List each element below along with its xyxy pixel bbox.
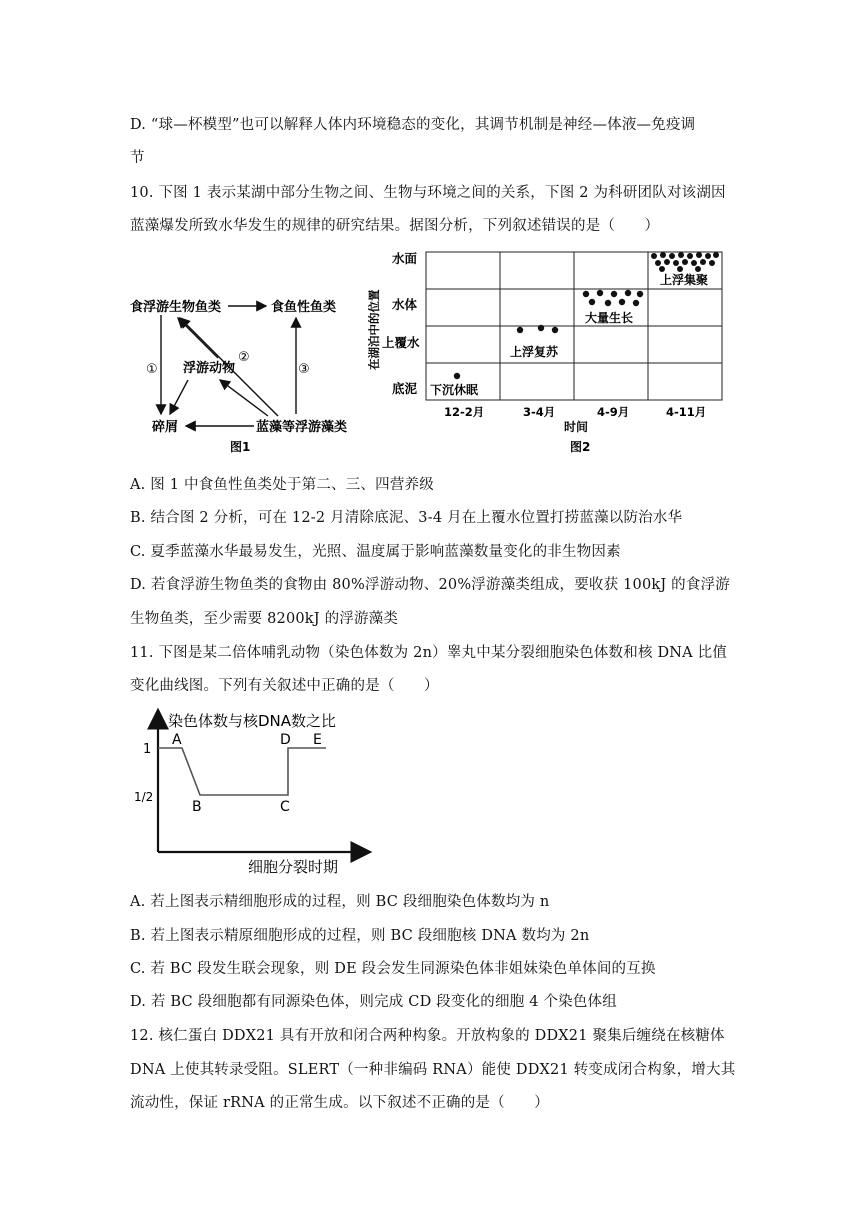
graph-tick-1: 1 <box>143 742 152 757</box>
node-zooplankton: 浮游动物 <box>183 361 236 376</box>
q10-option-a: A. 图 1 中食鱼性鱼类处于第二、三、四营养级 <box>130 477 434 493</box>
node-blue-green-algae: 蓝藻等浮游藻类 <box>256 420 348 435</box>
fig2-row-water-body: 水体 <box>392 297 418 312</box>
fig2-row-sediment: 底泥 <box>392 381 418 396</box>
graph-curve <box>158 748 326 795</box>
fig2-stage-sink-dormant: 下沉休眠 <box>430 383 479 397</box>
fig2-row-overlying-water: 上覆水 <box>382 335 420 350</box>
q11-stem-line1: 11. 下图是某二倍体哺乳动物（染色体数为 2n）睾丸中某分裂细胞染色体数和核 DNA 比值 <box>130 645 728 661</box>
q11-ratio-graph <box>130 704 380 882</box>
mark-2: ② <box>238 350 250 365</box>
q9-option-d-line1: D. “球—杯模型”也可以解释人体内环境稳态的变化，其调节机制是神经—体液—免疫调 <box>130 117 696 133</box>
fig2-col-mar-apr: 3-4月 <box>523 405 556 419</box>
graph-x-label: 细胞分裂时期 <box>248 858 339 876</box>
q10-option-c: C. 夏季蓝藻水华最易发生，光照、温度属于影响蓝藻数量变化的非生物因素 <box>130 544 621 560</box>
node-planktivore-fish: 食浮游生物鱼类 <box>130 300 222 315</box>
graph-point-e: E <box>313 732 322 748</box>
fig2-stage-revive: 上浮复苏 <box>510 345 559 359</box>
graph-y-label: 染色体数与核DNA数之比 <box>168 712 337 730</box>
fig2-x-axis-label: 时间 <box>564 420 589 434</box>
node-piscivore-fish: 食鱼性鱼类 <box>271 300 337 315</box>
q11-stem-line2: 变化曲线图。下列有关叙述中正确的是（ ） <box>130 678 439 694</box>
arrow-zooplankton-to-planktivore <box>178 318 218 358</box>
graph-tick-half: 1/2 <box>134 790 154 804</box>
q10-stem-line1: 10. 下图 1 表示某湖中部分生物之间、生物与环境之间的关系，下图 2 为科研团队对该湖因 <box>130 185 726 201</box>
node-detritus: 碎屑 <box>152 420 179 435</box>
q10-figure2-bloom-grid <box>360 242 732 456</box>
mark-3: ③ <box>298 362 310 377</box>
q10-figure1-food-web <box>128 288 368 458</box>
graph-point-d: D <box>280 732 291 748</box>
q10-option-b: B. 结合图 2 分析，可在 12-2 月清除底泥、3-4 月在上覆水位置打捞蓝藻以防治水华 <box>130 510 683 526</box>
graph-point-a: A <box>172 732 182 748</box>
q12-stem-line2: DNA 上使其转录受阻。SLERT（一种非编码 RNA）能使 DDX21 转变成闭合构象，增大其 <box>130 1062 736 1078</box>
fig2-row-surface: 水面 <box>392 251 418 266</box>
q11-option-c: C. 若 BC 段发生联会现象，则 DE 段会发生同源染色体非姐妹染色单体间的互换 <box>130 961 656 977</box>
fig2-col-dec-feb: 12-2月 <box>444 405 485 419</box>
fig2-y-axis-label: 在湖泊中的位置 <box>367 289 381 370</box>
q11-option-a: A. 若上图表示精细胞形成的过程，则 BC 段细胞染色体数均为 n <box>130 894 550 910</box>
figure1-caption: 图1 <box>230 440 251 454</box>
q10-option-d-line1: D. 若食浮游生物鱼类的食物由 80%浮游动物、20%浮游藻类组成，要收获 100kJ 的食浮游 <box>130 577 730 593</box>
graph-point-c: C <box>280 799 290 815</box>
fig2-col-apr-sep: 4-9月 <box>597 405 630 419</box>
q11-option-b: B. 若上图表示精原细胞形成的过程，则 BC 段细胞核 DNA 数均为 2n <box>130 928 590 944</box>
fig2-col-apr-nov: 4-11月 <box>666 405 707 419</box>
q9-option-d-line2: 节 <box>130 150 145 166</box>
arrow-zooplankton-to-detritus <box>170 380 188 414</box>
q10-option-d-line2: 生物鱼类，至少需要 8200kJ 的浮游藻类 <box>130 611 399 627</box>
figure2-caption: 图2 <box>570 440 591 454</box>
fig2-stage-mass-growth: 大量生长 <box>585 311 634 325</box>
q10-stem-line2: 蓝藻爆发所致水华发生的规律的研究结果。据图分析，下列叙述错误的是（ ） <box>130 218 660 234</box>
q12-stem-line1: 12. 核仁蛋白 DDX21 具有开放和闭合两种构象。开放构象的 DDX21 聚集后缠绕在核糖体 <box>130 1028 725 1044</box>
graph-point-b: B <box>192 799 202 815</box>
mark-1: ① <box>146 362 158 377</box>
q11-option-d: D. 若 BC 段细胞都有同源染色体，则完成 CD 段变化的细胞 4 个染色体组 <box>130 994 617 1010</box>
fig2-stage-float-gather: 上浮集聚 <box>660 273 709 287</box>
q12-stem-line3: 流动性，保证 rRNA 的正常生成。以下叙述不正确的是（ ） <box>130 1095 549 1111</box>
